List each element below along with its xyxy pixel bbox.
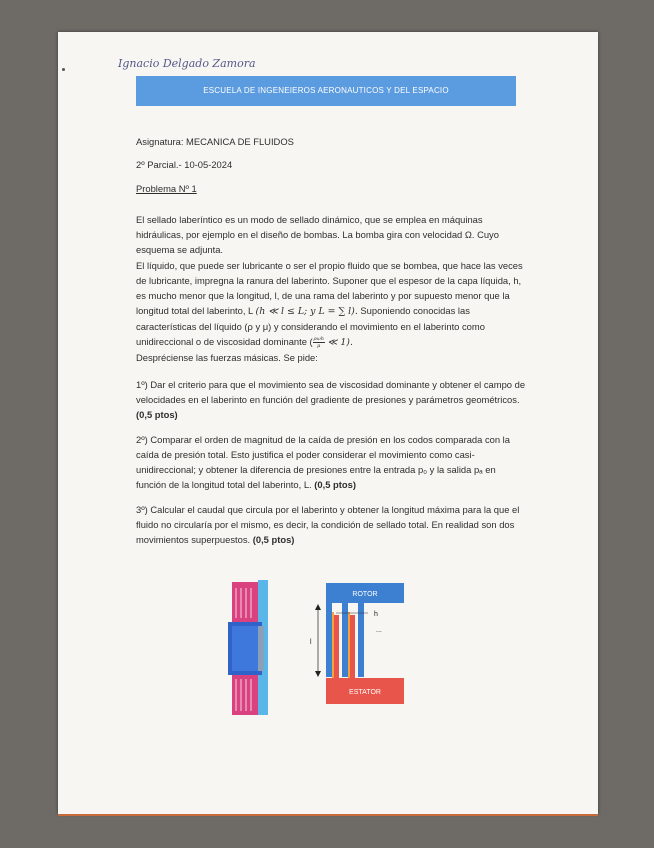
question-2-points: (0,5 ptos) <box>314 479 356 490</box>
context-text-1: El líquido, que puede ser lubricante o ser el propio fluido que se bombea, que hace las veces de lubricante, impregna la ranura del laberinto. Suponer que el espesor de la capa líquida, h, es mucho menor que la longitud, l, de una rama del laberinto y por supuesto menor que la longitud total del laberinto, L <box>136 260 523 316</box>
context-text-2: Suponiendo conocidas las características del líquido (ρ y μ) y considerando el movimiento en el laberinto como unidireccional o de viscosidad dominante ( <box>136 305 485 347</box>
question-2 <box>136 432 526 492</box>
continuation-dots: ... <box>376 627 382 634</box>
question-1-text: 1º) Dar el criterio para que el movimiento sea de viscosidad dominante y obtener el campo de velocidades en el laberinto en función del gradiente de presiones y parámetros geométricos. <box>136 379 526 405</box>
question-3-text: 3º) Calcular el caudal que circula por el laberinto y obtener la longitud máxima para la que el fluido no circularía por el mismo, es decir, la condición de sellado total. En realidad son dos movimientos superpuestos. <box>136 504 520 545</box>
fraction-denominator: μ <box>317 343 321 350</box>
rotor-label: ROTOR <box>352 591 378 598</box>
context-text-3: ≪ 1). <box>327 337 353 348</box>
exam-date: 2º Parcial.- 10-05-2024 <box>136 159 233 170</box>
subject-line: Asignatura: MECANICA DE FLUIDOS <box>136 136 294 147</box>
fraction-numerator: ρωh <box>313 336 324 343</box>
labyrinth-seal-figure <box>218 580 438 720</box>
exam-page <box>58 32 598 814</box>
question-3 <box>136 502 526 547</box>
handwritten-signature <box>116 52 286 74</box>
question-1 <box>136 377 526 422</box>
reynolds-fraction <box>313 336 325 349</box>
seal-illustration <box>228 580 268 715</box>
gap-h-label: h <box>374 611 378 618</box>
question-2-text: 2º) Comparar el orden de magnitud de la caída de presión en los codos comparada con la caída de presión total. Esto justifica el poder considerar el movimiento como casi-unidireccional; y obtener la diferencia de presiones entre la entrada p₀ y la salida pₐ en función de la longitud total del laberinto, L. <box>136 434 510 490</box>
svg-text:Ignacio Delgado Zamora: Ignacio Delgado Zamora <box>118 57 256 70</box>
page-edge <box>58 814 598 816</box>
school-banner: ESCUELA DE INGENEIEROS AERONAUTICOS Y DEL ESPACIO <box>136 76 516 106</box>
question-1-points: (0,5 ptos) <box>136 409 178 420</box>
context-math: (h ≪ l ≤ L; y L = ∑ l). <box>255 306 358 317</box>
context-last: Despréciense las fuerzas másicas. Se pide: <box>136 352 318 363</box>
question-3-points: (0,5 ptos) <box>252 534 295 545</box>
intro-paragraph: El sellado laberíntico es un modo de sellado dinámico, que se emplea en máquinas hidráulicas, por ejemplo en el diseño de bombas. La bomba gira con velocidad Ω. Cuyo esquema se adjunta. <box>136 214 499 255</box>
problem-title: Problema Nº 1 <box>136 183 197 194</box>
stator-label: ESTATOR <box>349 689 381 696</box>
context-paragraph <box>136 258 526 365</box>
stray-dot <box>62 68 65 71</box>
length-l-label: l <box>310 639 312 646</box>
labyrinth-schematic <box>310 583 404 704</box>
